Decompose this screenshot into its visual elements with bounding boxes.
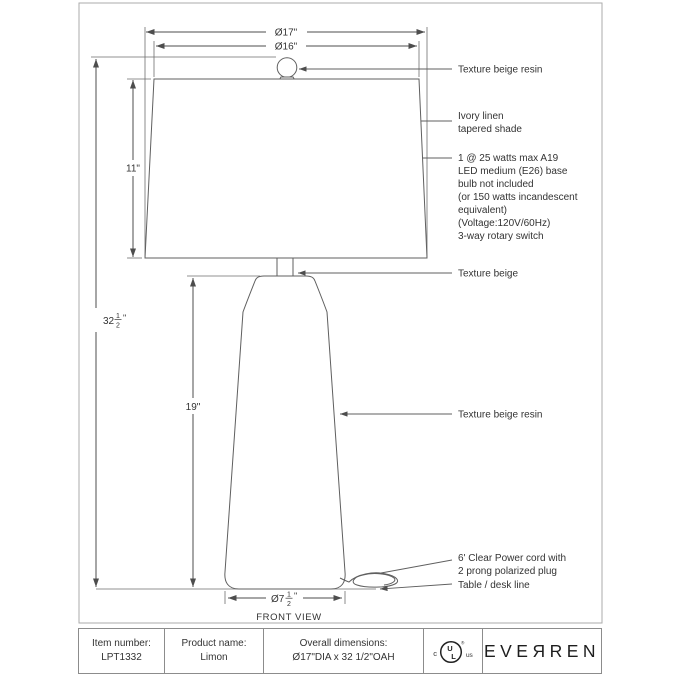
power-cord [340,573,398,587]
svg-text:bulb not included: bulb not included [458,179,534,190]
view-label: FRONT VIEW [256,612,322,623]
dim-shade-top-dia: Ø16" [274,41,298,53]
annotation-shade-2: tapered shade [458,124,522,135]
svg-text:32: 32 [103,316,115,327]
annotation-cord-2: 2 prong polarized plug [458,566,557,577]
title-block-brand [482,629,601,673]
svg-text:®: ® [460,640,465,645]
svg-text:": " [294,591,298,601]
svg-text:1 @ 25 watts max A19: 1 @ 25 watts max A19 [458,153,559,164]
lamp-neck [277,258,293,276]
product-name-value: Limon [200,652,228,663]
svg-text:3-way rotary switch: 3-way rotary switch [458,231,544,242]
annotation-table-line: Table / desk line [458,580,530,591]
annotation-bulb-spec [458,153,578,242]
product-name-label: Product name: [181,638,247,649]
dim-base-dia [271,591,297,608]
ul-listed-icon [438,638,465,665]
svg-text:equivalent): equivalent) [458,205,507,216]
svg-text:Ø7: Ø7 [271,594,285,605]
lamp-body [225,276,345,589]
finial-ball [277,58,297,78]
brand-logo: EVEЯREN [483,641,601,661]
svg-text:(Voltage:120V/60Hz): (Voltage:120V/60Hz) [458,218,551,229]
title-block-item-number [79,629,164,673]
item-number-label: Item number: [92,638,151,649]
annotation-shade-1: Ivory linen [458,111,504,122]
svg-text:LED medium (E26) base: LED medium (E26) base [458,166,568,177]
svg-text:(or 150 watts incandescent: (or 150 watts incandescent [458,192,578,203]
title-block-ul-cell [423,629,482,673]
annotation-neck: Texture beige [458,268,519,280]
svg-text:": " [123,313,127,323]
ul-us-mark: us [465,652,473,659]
title-block [78,628,602,674]
svg-text:L: L [451,651,456,661]
title-block-overall-dimensions [263,629,423,673]
dim-shade-bottom-dia: Ø17" [274,27,298,39]
item-number-value: LPT1332 [101,652,142,663]
title-block-product-name [164,629,263,673]
overall-dimensions-value: Ø17"DIA x 32 1/2"OAH [292,652,395,663]
dim-overall-height [103,313,126,330]
annotation-finial: Texture beige resin [458,64,543,76]
svg-text:2: 2 [116,322,120,330]
leader-cord [381,560,452,573]
svg-text:2: 2 [287,601,291,608]
overall-dimensions-label: Overall dimensions: [299,638,388,649]
dim-shade-height: 11" [126,163,140,175]
annotation-cord-1: 6' Clear Power cord with [458,553,567,564]
leader-table-line [380,584,452,589]
dim-body-height: 19" [185,402,201,413]
lamp-outline [145,58,427,589]
svg-text:1: 1 [287,591,291,599]
svg-text:U: U [447,643,453,653]
ul-c-mark: c [433,649,437,658]
annotation-body: Texture beige resin [458,409,543,421]
svg-text:1: 1 [116,313,120,320]
lamp-shade [145,79,427,258]
